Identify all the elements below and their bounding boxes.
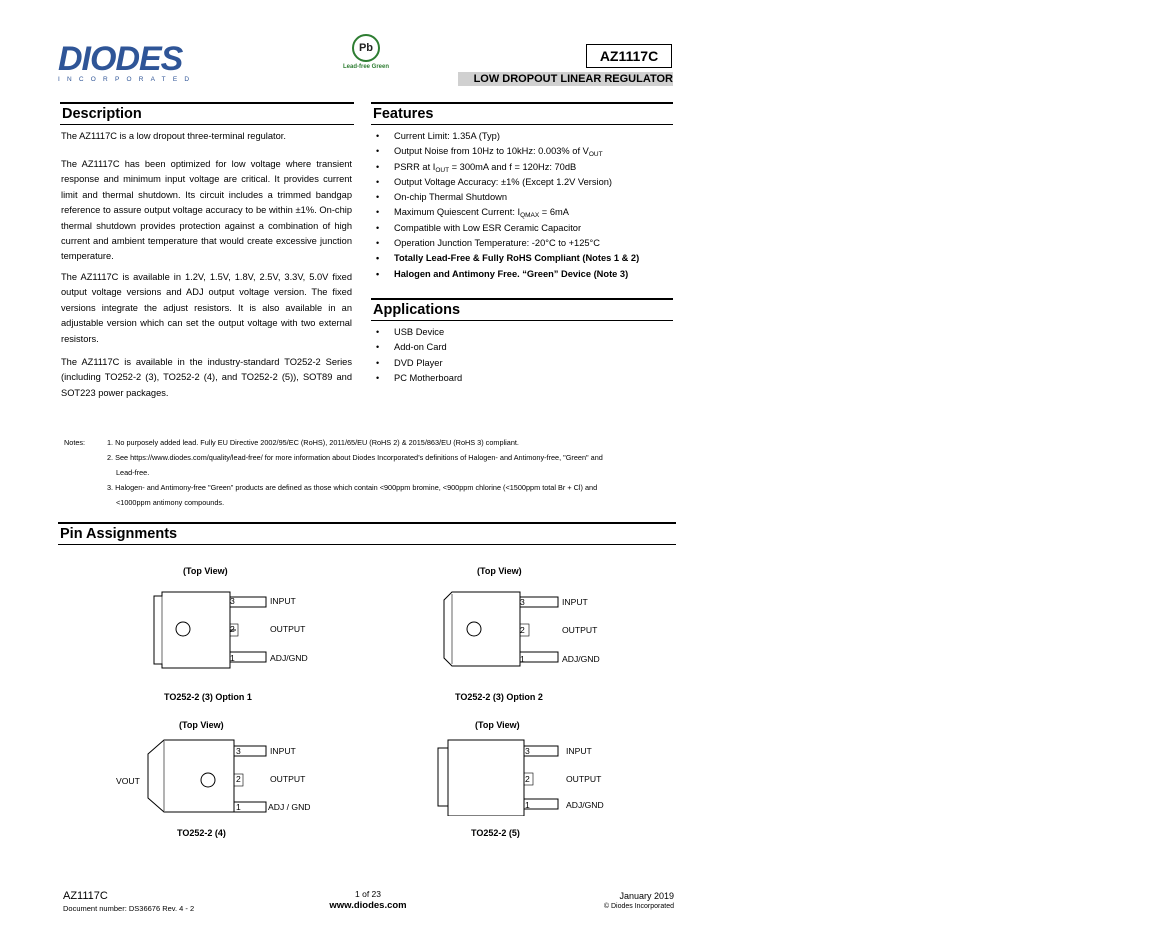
note-item: 2. See https://www.diodes.com/quality/lead-free/ for more information about Diodes Incorporated’s definitions of Halogen- and Antimony-free, "Green" and <box>107 453 603 462</box>
pin-input-label: INPUT <box>562 597 588 607</box>
pb-free-icon <box>352 34 380 62</box>
to252-3-option2-diagram <box>440 588 562 670</box>
pin-number: 2 <box>525 774 530 784</box>
pin-number: 1 <box>525 800 530 810</box>
package-label: TO252-2 (5) <box>471 828 520 838</box>
pin-input-label: INPUT <box>270 596 296 606</box>
applications-list <box>372 325 672 386</box>
description-para-1: The AZ1117C is a low dropout three-terminal regulator. <box>61 131 286 141</box>
description-heading: Description <box>60 102 354 125</box>
pin-output-label: OUTPUT <box>562 625 598 635</box>
top-view-label: (Top View) <box>183 566 228 576</box>
notes-label: Notes: <box>64 438 86 447</box>
pin-number: 2 <box>520 625 525 635</box>
note-item: Lead-free. <box>116 468 150 477</box>
pin-adj-gnd-label: ADJ/GND <box>562 654 600 664</box>
application-item: • Add-on Card <box>372 340 672 355</box>
pb-caption: Lead-free Green <box>342 64 390 70</box>
to252-4-diagram <box>140 736 270 816</box>
note-item: 1. No purposely added lead. Fully EU Directive 2002/95/EC (RoHS), 2011/65/EU (RoHS 2) & 2015/863/EU (RoHS 3) compliant. <box>107 438 519 447</box>
application-item: • USB Device <box>372 325 672 340</box>
pin-number: 3 <box>520 597 525 607</box>
footer-url[interactable]: www.diodes.com <box>329 900 407 911</box>
footer-docnum: Document number: DS36676 Rev. 4 - 2 <box>63 904 195 913</box>
logo-subtext: INCORPORATED <box>58 76 197 83</box>
pin-number: 1 <box>230 653 235 663</box>
pin-number: 1 <box>236 802 241 812</box>
feature-item: • Output Voltage Accuracy: ±1% (Except 1.2V Version) <box>372 175 672 190</box>
feature-item: • Halogen and Antimony Free. “Green” Device (Note 3) <box>372 267 672 282</box>
footer-page: 1 of 23 <box>355 889 381 899</box>
feature-item: • On-chip Thermal Shutdown <box>372 190 672 205</box>
pin-input-label: INPUT <box>566 746 592 756</box>
application-item: • PC Motherboard <box>372 371 672 386</box>
feature-item: • Current Limit: 1.35A (Typ) <box>372 129 672 144</box>
pin-number: 3 <box>525 746 530 756</box>
features-list <box>372 129 672 282</box>
top-view-label: (Top View) <box>477 566 522 576</box>
pin-output-label: OUTPUT <box>270 624 306 634</box>
footer-part: AZ1117C <box>63 890 108 902</box>
lead-free-green-badge <box>336 34 396 70</box>
description-para-4: The AZ1117C is available in the industry-standard TO252-2 Series (including TO252-2 (3), TO252-2 (4), and TO252-2 (5)), SOT89 and SOT223 power packages. <box>61 357 352 398</box>
doc-subtitle: LOW DROPOUT LINEAR REGULATOR <box>458 72 673 86</box>
footer-date: January 2019 <box>619 891 674 901</box>
pin-number: 2 <box>236 774 241 784</box>
logo-wordmark: DIODES <box>58 40 183 78</box>
features-heading: Features <box>371 102 673 125</box>
description-para-2: The AZ1117C has been optimized for low voltage where transient response and minimum input voltage are critical. It provides current limit and thermal shutdown. Its circuit includes a trimmed bandgap reference to assure output voltage accuracy to be within ±1%. On-chip thermal shutdown provides protection against a combination of high current and ambient temperature that would create excessive junction temperature. <box>61 159 352 262</box>
feature-item: • Totally Lead-Free & Fully RoHS Compliant (Notes 1 & 2) <box>372 251 672 266</box>
application-item: • DVD Player <box>372 356 672 371</box>
top-view-label: (Top View) <box>475 720 520 730</box>
pin-number: 1 <box>520 654 525 664</box>
pin-adj-gnd-label: ADJ / GND <box>268 802 311 812</box>
note-item: <1000ppm antimony compounds. <box>116 498 225 507</box>
part-number-box: AZ1117C <box>586 44 672 68</box>
package-label: TO252-2 (3) Option 2 <box>455 692 543 702</box>
top-view-label: (Top View) <box>179 720 224 730</box>
pin-input-label: INPUT <box>270 746 296 756</box>
feature-item: • Maximum Quiescent Current: $I_{QMAX} = 6mA$ <box>372 205 672 220</box>
feature-item: • Compatible with Low ESR Ceramic Capacitor <box>372 221 672 236</box>
pin-number: 2 <box>230 624 235 634</box>
package-label: TO252-2 (4) <box>177 828 226 838</box>
pin-number: 3 <box>236 746 241 756</box>
to252-3-option1-diagram <box>150 590 270 672</box>
to252-5-diagram <box>432 736 562 816</box>
feature-item: • PSRR at $I_{OUT} = 300mA$ and f = 120Hz: 70dB <box>372 160 672 175</box>
applications-heading: Applications <box>371 298 673 321</box>
footer-copyright: © Diodes Incorporated <box>603 903 674 910</box>
description-para-3: The AZ1117C is available in 1.2V, 1.5V, 1.8V, 2.5V, 3.3V, 5.0V fixed output voltage versions and ADJ output voltage version. The fixed versions integrate the adjust resistors. It is also available in an adjustable version which can set the output voltage with two external resistors. <box>61 272 352 344</box>
vout-label: VOUT <box>116 776 140 786</box>
feature-item: • Operation Junction Temperature: -20°C to +125°C <box>372 236 672 251</box>
pin-adj-gnd-label: ADJ/GND <box>566 800 604 810</box>
note-item: 3. Halogen- and Antimony-free "Green” products are defined as those which contain <900ppm bromine, <900ppm chlorine (<1500ppm total Br + Cl) and <box>107 483 598 492</box>
feature-item: • Output Noise from 10Hz to 10kHz: 0.003% of $V_{OUT}$ <box>372 144 672 159</box>
diodes-logo <box>58 40 197 84</box>
pin-number: 3 <box>230 596 235 606</box>
pin-output-label: OUTPUT <box>566 774 602 784</box>
pin-adj-gnd-label: ADJ/GND <box>270 653 308 663</box>
notes-block <box>107 435 687 510</box>
pb-symbol: Pb <box>358 42 374 54</box>
package-label: TO252-2 (3) Option 1 <box>164 692 252 702</box>
pin-output-label: OUTPUT <box>270 774 306 784</box>
pin-assignments-heading: Pin Assignments <box>58 522 676 545</box>
